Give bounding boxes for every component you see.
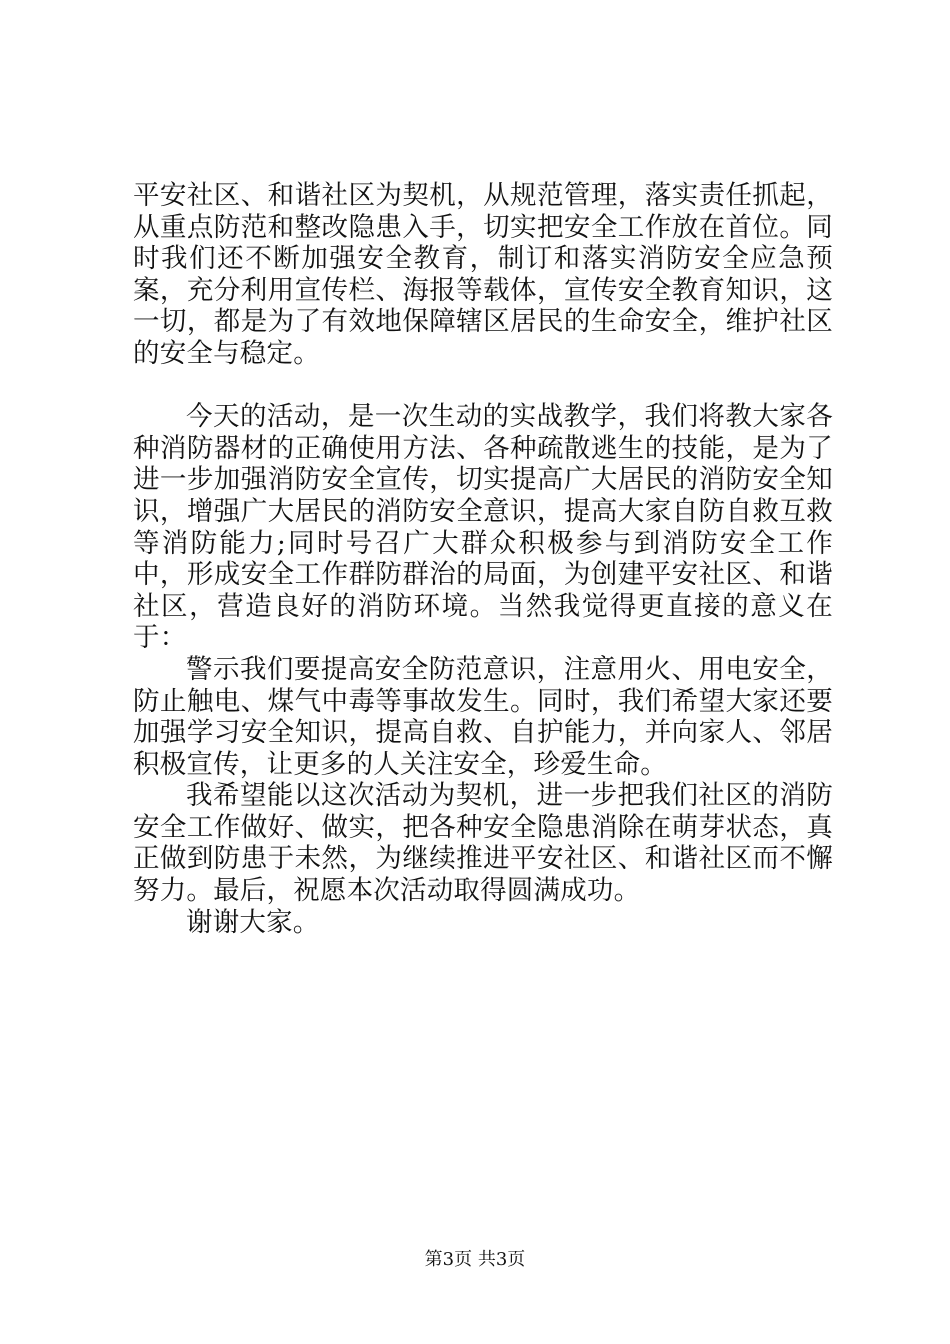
paragraph-3: 警示我们要提高安全防范意识，注意用火、用电安全，防止触电、煤气中毒等事故发生。同时，我们希望大家还要加强学习安全知识，提高自救、自护能力，并向家人、邻居积极宣传，让更多的人关注安全，珍爱生命。 [133,653,833,780]
page-number-label: 第3页 共3页 [424,1249,526,1270]
document-body [133,180,833,938]
paragraph-4: 我希望能以这次活动为契机，进一步把我们社区的消防安全工作做好、做实，把各种安全隐患消除在萌芽状态，真正做到防患于未然，为继续推进平安社区、和谐社区而不懈努力。最后，祝愿本次活动取得圆满成功。 [133,780,833,907]
paragraph-1: 平安社区、和谐社区为契机，从规范管理，落实责任抓起，从重点防范和整改隐患入手，切实把安全工作放在首位。同时我们还不断加强安全教育，制订和落实消防安全应急预案，充分利用宣传栏、海报等载体，宣传安全教育知识，这一切，都是为了有效地保障辖区居民的生命安全，维护社区的安全与稳定。 [133,180,833,369]
paragraph-2: 今天的活动，是一次生动的实战教学，我们将教大家各种消防器材的正确使用方法、各种疏散逃生的技能，是为了进一步加强消防安全宣传，切实提高广大居民的消防安全知识，增强广大居民的消防安全意识，提高大家自防自救互救等消防能力;同时号召广大群众积极参与到消防安全工作中，形成安全工作群防群治的局面，为创建平安社区、和谐社区，营造良好的消防环境。当然我觉得更直接的意义在于： [133,401,833,654]
paragraph-gap [133,370,833,402]
closing-line: 谢谢大家。 [186,906,320,938]
page-footer [0,1245,950,1271]
